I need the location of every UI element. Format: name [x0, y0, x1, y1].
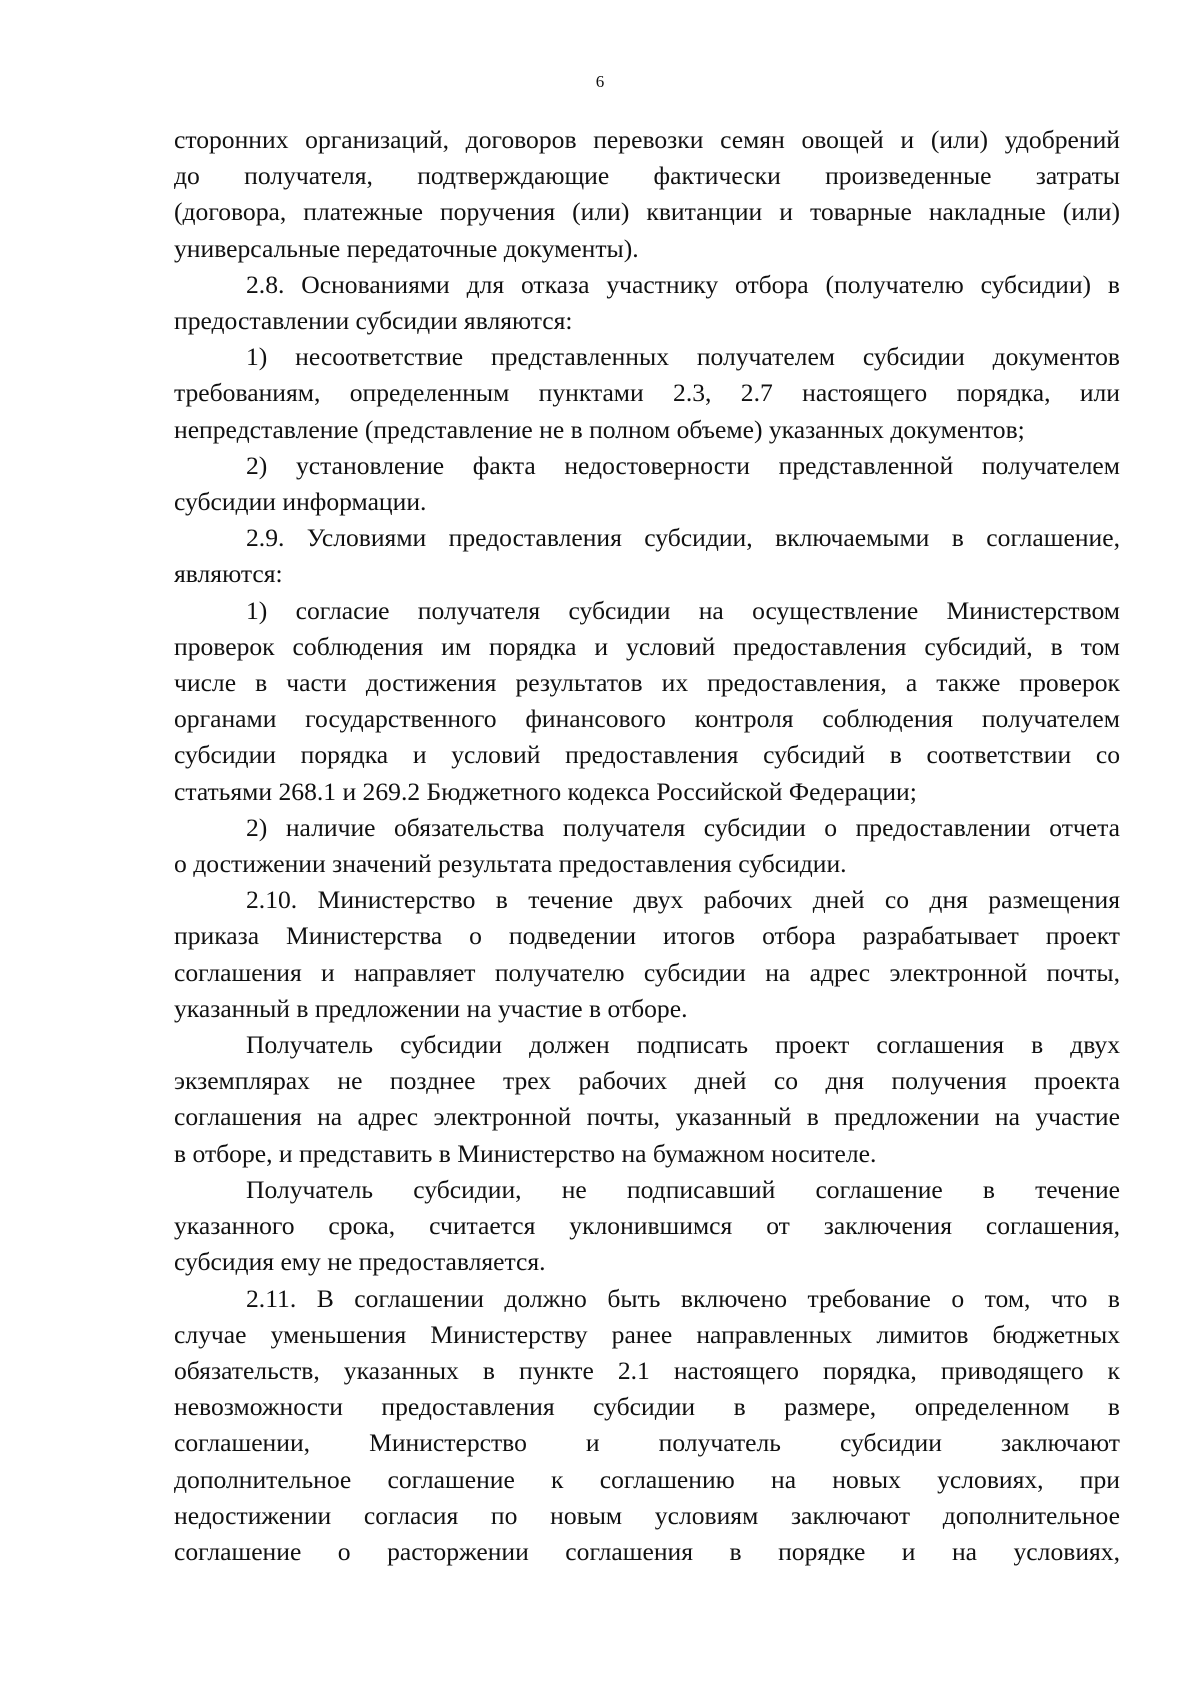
- text-line: 2.11. В соглашении должно быть включено требование о том, что в: [246, 1283, 1120, 1313]
- text-line: универсальные передаточные документы).: [174, 233, 639, 263]
- text-line: 1) согласие получателя субсидии на осуществление Министерством: [246, 595, 1120, 625]
- text-line: (договора, платежные поручения (или) квитанции и товарные накладные (или): [174, 197, 1120, 227]
- text-line: недостижении согласия по новым условиям заключают дополнительное: [174, 1500, 1120, 1530]
- text-line: соглашения и направляет получателю субсидии на адрес электронной почты,: [174, 957, 1120, 987]
- text-line: субсидии информации.: [174, 487, 427, 517]
- text-line: числе в части достижения результатов их предоставления, а также проверок: [174, 668, 1120, 698]
- text-line: органами государственного финансового контроля соблюдения получателем: [174, 704, 1120, 734]
- document-body: [174, 122, 1120, 1570]
- text-line: дополнительное соглашение к соглашению на новых условиях, при: [174, 1464, 1120, 1494]
- text-line: являются:: [174, 559, 283, 589]
- text-line: соглашении, Министерство и получатель субсидии заключают: [174, 1428, 1120, 1458]
- text-line: непредставление (представление не в полном объеме) указанных документов;: [174, 414, 1025, 444]
- text-line: 2.8. Основаниями для отказа участнику отбора (получателю субсидии) в: [246, 269, 1120, 299]
- text-line: невозможности предоставления субсидии в размере, определенном в: [174, 1392, 1120, 1422]
- text-line: предоставлении субсидии являются:: [174, 306, 573, 336]
- text-line: обязательств, указанных в пункте 2.1 настоящего порядка, приводящего к: [174, 1355, 1120, 1385]
- text-line: указанный в предложении на участие в отборе.: [174, 993, 688, 1023]
- paragraph: [174, 520, 1120, 592]
- text-line: до получателя, подтверждающие фактически произведенные затраты: [174, 161, 1120, 191]
- text-line: субсидии порядка и условий предоставления субсидий в соответствии со: [174, 740, 1120, 770]
- paragraph: [174, 448, 1120, 520]
- text-line: случае уменьшения Министерству ранее направленных лимитов бюджетных: [174, 1319, 1120, 1349]
- paragraph: [174, 122, 1120, 267]
- text-line: соглашение о расторжении соглашения в порядке и на условиях,: [174, 1536, 1120, 1566]
- paragraph: [174, 1172, 1120, 1281]
- paragraph: [174, 810, 1120, 882]
- paragraph: [174, 267, 1120, 339]
- paragraph: [174, 339, 1120, 448]
- text-line: требованиям, определенным пунктами 2.3, 2.7 настоящего порядка, или: [174, 378, 1120, 408]
- text-line: в отборе, и представить в Министерство на бумажном носителе.: [174, 1138, 877, 1168]
- text-line: экземплярах не позднее трех рабочих дней со дня получения проекта: [174, 1066, 1120, 1096]
- text-line: указанного срока, считается уклонившимся от заключения соглашения,: [174, 1211, 1120, 1241]
- text-line: субсидия ему не предоставляется.: [174, 1247, 546, 1277]
- text-line: статьями 268.1 и 269.2 Бюджетного кодекса Российской Федерации;: [174, 776, 917, 806]
- page-number: 6: [595, 72, 605, 91]
- text-line: 2.10. Министерство в течение двух рабочих дней со дня размещения: [246, 885, 1120, 915]
- text-line: проверок соблюдения им порядка и условий предоставления субсидий, в том: [174, 631, 1120, 661]
- text-line: о достижении значений результата предоставления субсидии.: [174, 849, 847, 879]
- text-line: приказа Министерства о подведении итогов отбора разрабатывает проект: [174, 921, 1120, 951]
- paragraph: [174, 1027, 1120, 1172]
- text-line: 1) несоответствие представленных получателем субсидии документов: [246, 342, 1120, 372]
- text-line: сторонних организаций, договоров перевозки семян овощей и (или) удобрений: [174, 125, 1120, 154]
- paragraph: [174, 1281, 1120, 1571]
- paragraph: [174, 593, 1120, 810]
- text-line: 2) наличие обязательства получателя субсидии о предоставлении отчета: [246, 812, 1120, 842]
- text-line: соглашения на адрес электронной почты, указанный в предложении на участие: [174, 1102, 1120, 1132]
- text-line: Получатель субсидии должен подписать проект соглашения в двух: [246, 1030, 1120, 1060]
- paragraph: [174, 882, 1120, 1027]
- text-line: Получатель субсидии, не подписавший соглашение в течение: [246, 1174, 1120, 1204]
- text-line: 2.9. Условиями предоставления субсидии, включаемыми в соглашение,: [246, 523, 1120, 553]
- text-line: 2) установление факта недостоверности представленной получателем: [246, 450, 1120, 480]
